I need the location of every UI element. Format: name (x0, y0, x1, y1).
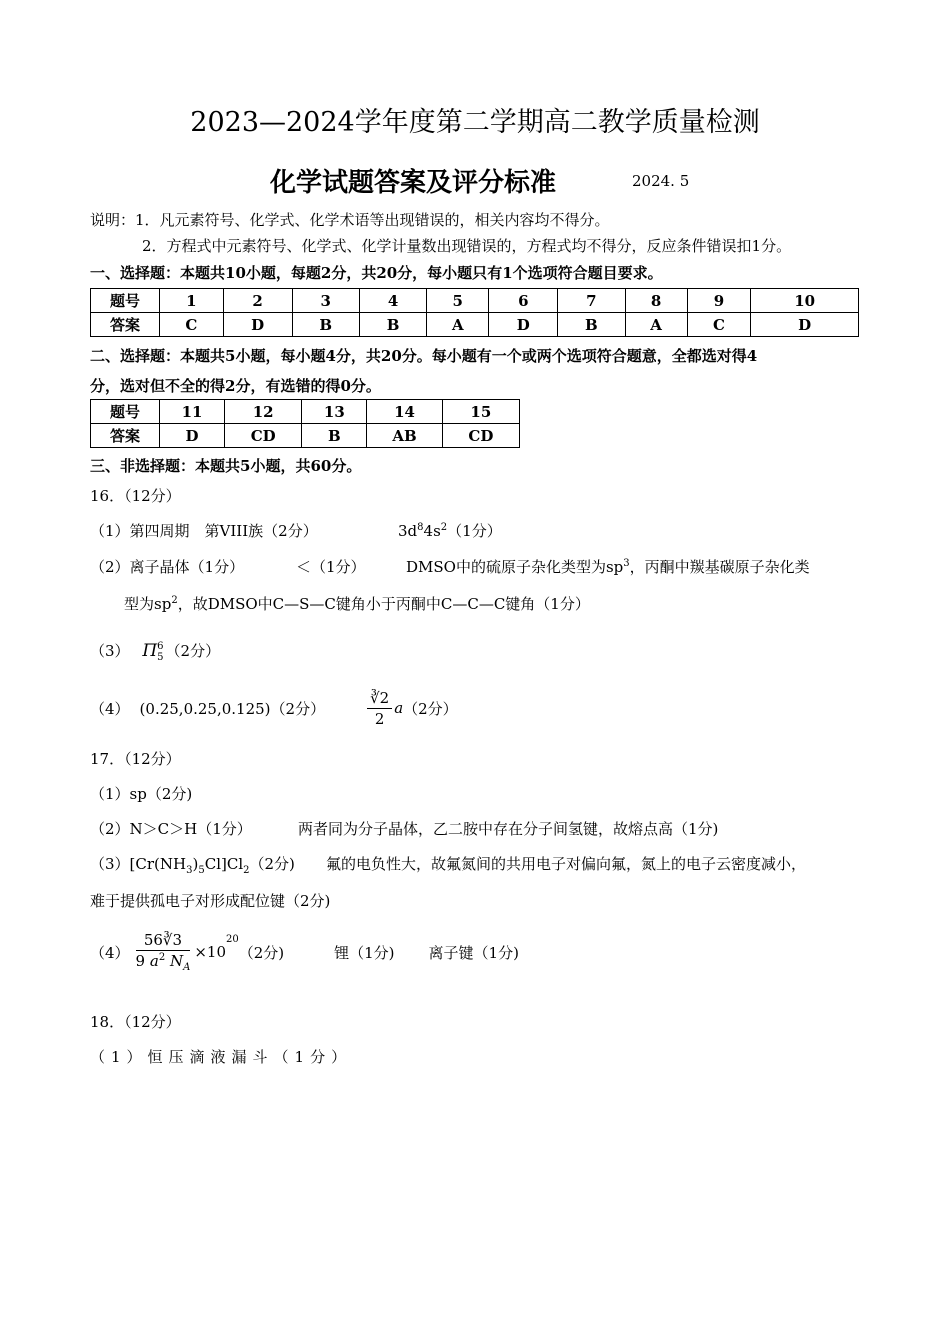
superscript: 2 (440, 522, 448, 533)
text: （1分） (447, 522, 502, 540)
text: DMSO中的硫原子杂化类型为sp (406, 558, 624, 576)
q16-part1-a: （1）第四周期 第VIII族（2分） (90, 522, 318, 540)
question-number-cell: 10 (751, 289, 859, 313)
q18-title: 18．（12分） (90, 1013, 181, 1031)
score: （2分) (238, 943, 285, 962)
question-number-cell: 1 (160, 289, 224, 313)
q17-part1: （1）sp（2分) (90, 785, 193, 803)
q16-part3 (90, 640, 220, 663)
subscript: 5 (157, 652, 164, 663)
question-number-cell: 5 (427, 289, 489, 313)
pi-symbol: Π (142, 641, 158, 661)
section-2-heading-line1: 二、选择题：本题共5小题，每小题4分，共20分。每小题有一个或两个选项符合题意，全都选对得4 (90, 347, 758, 365)
note-2: 2．方程式中元素符号、化学式、化学计量数出现错误的，方程式均不得分，反应条件错误扣1分。 (142, 237, 792, 255)
answer-cell: D (751, 313, 859, 337)
answer-cell: D (489, 313, 558, 337)
answer-cell: D (160, 424, 225, 448)
q17-part4 (90, 926, 519, 978)
coordinate-answer: (0.25,0.25,0.125)（2分） (139, 699, 326, 718)
question-number-cell: 3 (292, 289, 359, 313)
section-1-answer-table (90, 288, 859, 337)
answer-cell: C (160, 313, 224, 337)
denominator: 2 (374, 709, 385, 728)
question-number-cell: 6 (489, 289, 558, 313)
question-number-cell: 12 (225, 400, 302, 424)
text: 3d (398, 522, 418, 540)
q16-part4 (90, 684, 458, 732)
text: （2分) (249, 855, 295, 873)
answer: 锂（1分) (334, 943, 395, 962)
subscript: 5 (198, 865, 205, 876)
section-2-heading-line2: 分，选对但不全的得2分，有选错的得0分。 (90, 377, 381, 395)
q16-part2-a: （2）离子晶体（1分） (90, 558, 245, 576)
question-number-cell: 9 (687, 289, 751, 313)
q17-part3-c: 难于提供孤电子对形成配位键（2分) (90, 892, 331, 910)
table-row (91, 313, 859, 337)
row-label: 答案 (91, 424, 160, 448)
fraction (136, 931, 191, 973)
answer-cell: B (359, 313, 426, 337)
question-number-cell: 2 (223, 289, 292, 313)
section-1-heading: 一、选择题：本题共10小题，每题2分，共20分，每小题只有1个选项符合题目要求。 (90, 264, 663, 282)
row-label: 题号 (91, 289, 160, 313)
question-number-cell: 8 (625, 289, 687, 313)
text: （3）[Cr(NH (90, 855, 187, 873)
q17-part2-a: （2）N＞C＞H（1分） (90, 820, 252, 838)
answer-cell: A (427, 313, 489, 337)
answer: 离子键（1分) (428, 943, 519, 962)
superscript: 8 (417, 522, 424, 533)
page-subtitle: 化学试题答案及评分标准 (270, 168, 557, 198)
q17-part2-b: 两者同为分子晶体，乙二胺中存在分子间氢键，故熔点高（1分) (298, 820, 719, 838)
text: 型为sp (124, 595, 172, 613)
text: 4s (423, 522, 441, 540)
table-row (91, 424, 520, 448)
answer-cell: A (625, 313, 687, 337)
question-number-cell: 4 (359, 289, 426, 313)
row-label: 题号 (91, 400, 160, 424)
numerator: ∛2 (367, 689, 392, 709)
answer-cell: CD (225, 424, 302, 448)
superscript: 3 (623, 558, 630, 569)
subscript: 2 (243, 865, 250, 876)
part-label: （4） (90, 943, 130, 962)
q17-part3-b: 氟的电负性大，故氟氮间的共用电子对偏向氟，氮上的电子云密度减小， (326, 855, 807, 873)
text: ×10 (194, 943, 226, 961)
question-number-cell: 7 (558, 289, 625, 313)
question-number-cell: 13 (302, 400, 367, 424)
answer-cell: CD (442, 424, 519, 448)
q17-part3-a (90, 853, 295, 876)
q18-part1: （1）恒压滴液漏斗（1分） (90, 1048, 353, 1066)
text: Cl]Cl (204, 855, 244, 873)
subscript: 3 (186, 865, 193, 876)
q16-title: 16．（12分） (90, 487, 181, 505)
answer-cell: B (302, 424, 367, 448)
score: （2分） (403, 699, 458, 718)
fraction (367, 689, 392, 728)
question-number-cell: 15 (442, 400, 519, 424)
note-1: 说明：1．凡元素符号、化学式、化学术语等出现错误的，相关内容均不得分。 (90, 211, 610, 229)
superscript: 2 (171, 595, 178, 606)
page-title: 2023—2024学年度第二学期高二教学质量检测 (190, 107, 760, 138)
answer-cell: D (223, 313, 292, 337)
score: （2分） (165, 642, 221, 660)
answer-cell: B (292, 313, 359, 337)
answer-cell: AB (367, 424, 442, 448)
text: ，丙酮中羰基碳原子杂化类 (629, 558, 810, 576)
q16-part1-b (398, 520, 502, 541)
pi-indices (157, 641, 163, 663)
superscript: 20 (226, 934, 239, 945)
variable: a (149, 952, 159, 970)
q16-part2-b: ＜（1分） (296, 558, 366, 576)
superscript: 2 (158, 952, 166, 963)
text: 9 (135, 952, 146, 970)
superscript: 6 (157, 641, 164, 652)
document-date: 2024. 5 (632, 172, 690, 190)
denominator (136, 951, 191, 973)
numerator: 56∛3 (136, 931, 191, 951)
answer-cell: B (558, 313, 625, 337)
part-label: （3） (90, 642, 130, 660)
question-number-cell: 14 (367, 400, 442, 424)
answer-cell: C (687, 313, 751, 337)
q16-part2-c (406, 556, 810, 577)
variable: N (169, 952, 184, 970)
text: ) (192, 855, 199, 873)
text: ，故DMSO中C—S—C键角小于丙酮中C—C—C键角（1分） (177, 595, 590, 613)
section-3-heading: 三、非选择题：本题共5小题，共60分。 (90, 457, 362, 475)
row-label: 答案 (91, 313, 160, 337)
variable: a (394, 699, 404, 717)
section-2-answer-table (90, 399, 520, 448)
q16-part2-d (124, 593, 590, 614)
table-row (91, 400, 520, 424)
q17-title: 17．（12分） (90, 750, 181, 768)
table-row (91, 289, 859, 313)
question-number-cell: 11 (160, 400, 225, 424)
subscript: A (183, 962, 191, 973)
part-label: （4） (90, 699, 130, 718)
